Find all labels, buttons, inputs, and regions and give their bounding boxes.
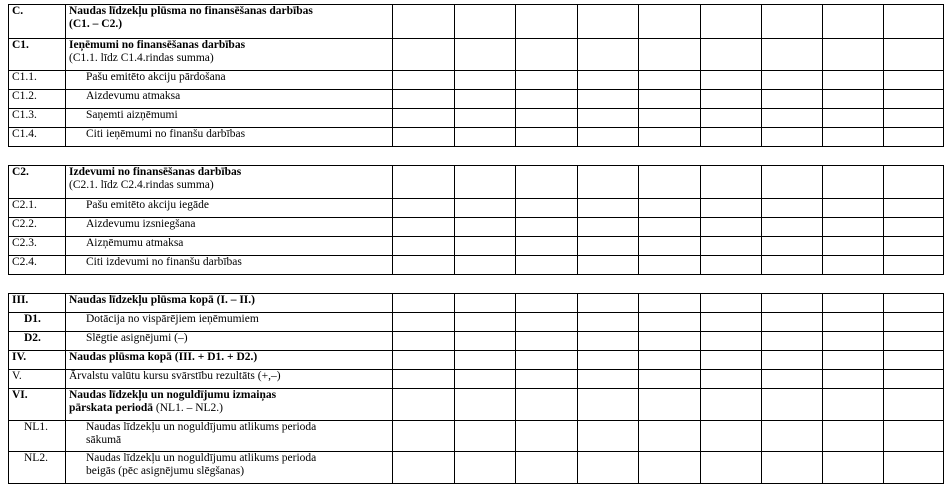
row-label-continuation [69,402,389,415]
value-cell [762,351,823,370]
value-cell [455,128,516,147]
row-label-continuation: beigās (pēc asignējumu slēgšanas) [86,465,245,477]
value-cell [701,199,762,218]
value-cell [516,166,578,199]
value-cell [516,370,578,389]
value-cell [516,109,578,128]
value-cell [701,313,762,332]
value-cell [823,332,884,351]
value-cell [884,199,944,218]
row-code: C2.4. [9,256,66,275]
value-cell [639,237,701,256]
value-cell [762,389,823,421]
value-cell [701,218,762,237]
value-cell [701,332,762,351]
row-label: Ieņēmumi no finansēšanas darbības [69,39,246,51]
value-cell [455,166,516,199]
table-row [9,351,944,370]
row-code: IV. [9,351,66,370]
value-cell [884,421,944,452]
value-cell [823,389,884,421]
row-code: C1.3. [9,109,66,128]
value-cell [701,421,762,452]
value-cell [639,199,701,218]
value-cell [578,256,639,275]
value-cell [762,370,823,389]
value-cell [455,332,516,351]
value-cell [516,389,578,421]
value-cell [823,5,884,39]
value-cell [823,237,884,256]
row-description [66,90,393,109]
financing-inflows-table [8,4,944,147]
row-label-bold-part: pārskata periodā [69,402,154,414]
value-cell [762,90,823,109]
value-cell [393,71,455,90]
value-cell [393,421,455,452]
value-cell [578,389,639,421]
row-description [66,109,393,128]
row-label: Aizdevumu izsniegšana [86,218,196,230]
value-cell [701,452,762,484]
value-cell [823,166,884,199]
row-label: Naudas līdzekļu plūsma no finansēšanas darbības [69,5,313,17]
value-cell [578,5,639,39]
row-label-continuation: (C1. – C2.) [69,18,123,30]
row-description [66,71,393,90]
value-cell [578,370,639,389]
value-cell [701,166,762,199]
value-cell [455,218,516,237]
value-cell [762,166,823,199]
value-cell [455,39,516,71]
row-code: VI. [9,389,66,421]
table-row [9,5,944,39]
value-cell [393,294,455,313]
value-cell [516,294,578,313]
row-description [66,421,393,452]
value-cell [762,5,823,39]
value-cell [884,90,944,109]
value-cell [578,351,639,370]
value-cell [823,351,884,370]
value-cell [393,389,455,421]
value-cell [884,109,944,128]
value-cell [639,39,701,71]
row-description [66,370,393,389]
table-row [9,256,944,275]
value-cell [884,71,944,90]
value-cell [701,71,762,90]
value-cell [578,237,639,256]
value-cell [762,452,823,484]
table-row [9,452,944,484]
value-cell [578,421,639,452]
table-row [9,389,944,421]
value-cell [516,39,578,71]
value-cell [455,90,516,109]
value-cell [884,389,944,421]
value-cell [884,237,944,256]
table-row [9,71,944,90]
value-cell [639,71,701,90]
row-description [66,237,393,256]
value-cell [516,351,578,370]
value-cell [516,237,578,256]
value-cell [516,5,578,39]
value-cell [455,452,516,484]
table-row [9,313,944,332]
value-cell [762,237,823,256]
value-cell [516,71,578,90]
value-cell [762,218,823,237]
value-cell [516,256,578,275]
row-description [66,128,393,147]
value-cell [393,332,455,351]
value-cell [639,218,701,237]
value-cell [762,39,823,71]
value-cell [823,109,884,128]
value-cell [393,370,455,389]
value-cell [639,370,701,389]
value-cell [762,256,823,275]
row-label: Naudas līdzekļu un noguldījumu atlikums perioda [86,421,317,433]
row-label: Naudas plūsma kopā (III. + D1. + D2.) [69,351,258,363]
value-cell [393,237,455,256]
row-code: C2.3. [9,237,66,256]
table-row [9,421,944,452]
row-label: Naudas līdzekļu un noguldījumu atlikums perioda [86,452,317,464]
value-cell [393,313,455,332]
row-label: Citi ieņēmumi no finanšu darbības [86,128,246,140]
value-cell [884,452,944,484]
row-label: Slēgtie asignējumi (–) [86,332,188,344]
row-label: Naudas līdzekļu un noguldījumu izmaiņas [69,389,277,401]
value-cell [884,218,944,237]
table-row [9,109,944,128]
value-cell [578,199,639,218]
row-label-continuation: (C2.1. līdz C2.4.rindas summa) [69,179,214,191]
row-description [66,166,393,199]
value-cell [455,199,516,218]
value-cell [639,294,701,313]
value-cell [884,332,944,351]
cash-flow-totals-table [8,293,944,484]
row-label-formula: (NL1. – NL2.) [153,402,223,414]
table-row [9,199,944,218]
value-cell [823,71,884,90]
value-cell [578,109,639,128]
table-body [9,5,944,147]
row-code: NL1. [9,421,66,452]
value-cell [516,313,578,332]
row-label: Pašu emitēto akciju pārdošana [86,71,226,83]
value-cell [701,237,762,256]
value-cell [639,166,701,199]
row-code: C1.1. [9,71,66,90]
table-row [9,39,944,71]
value-cell [823,128,884,147]
value-cell [516,128,578,147]
value-cell [393,128,455,147]
row-code: C1. [9,39,66,71]
value-cell [578,128,639,147]
value-cell [884,39,944,71]
value-cell [884,256,944,275]
value-cell [578,313,639,332]
row-label: Naudas līdzekļu plūsma kopā (I. – II.) [69,294,255,306]
row-description [66,218,393,237]
row-code: V. [9,370,66,389]
value-cell [823,313,884,332]
value-cell [884,313,944,332]
value-cell [762,332,823,351]
value-cell [639,351,701,370]
value-cell [455,294,516,313]
row-code: C2.1. [9,199,66,218]
value-cell [455,421,516,452]
value-cell [455,109,516,128]
value-cell [639,452,701,484]
value-cell [455,313,516,332]
value-cell [701,5,762,39]
table-row [9,294,944,313]
row-code: C1.4. [9,128,66,147]
value-cell [762,71,823,90]
value-cell [455,389,516,421]
row-description [66,5,393,39]
row-label: Citi izdevumi no finanšu darbības [86,256,242,268]
value-cell [823,370,884,389]
row-description [66,39,393,71]
value-cell [578,332,639,351]
value-cell [701,128,762,147]
value-cell [701,389,762,421]
value-cell [701,256,762,275]
value-cell [578,90,639,109]
row-code: C2.2. [9,218,66,237]
value-cell [455,237,516,256]
value-cell [393,109,455,128]
row-label: Saņemti aizņēmumi [86,109,178,121]
table-row [9,128,944,147]
row-description [66,256,393,275]
row-description [66,294,393,313]
value-cell [639,5,701,39]
row-code: C2. [9,166,66,199]
row-label: Pašu emitēto akciju iegāde [86,199,209,211]
value-cell [701,90,762,109]
row-description [66,332,393,351]
value-cell [823,294,884,313]
value-cell [762,313,823,332]
value-cell [701,351,762,370]
row-code: C1.2. [9,90,66,109]
row-label: Ārvalstu valūtu kursu svārstību rezultāts (+,–) [69,370,281,382]
value-cell [455,71,516,90]
value-cell [762,294,823,313]
financing-outflows-table [8,165,944,275]
value-cell [578,166,639,199]
value-cell [701,39,762,71]
value-cell [516,90,578,109]
value-cell [578,39,639,71]
row-code: D2. [9,332,66,351]
value-cell [701,109,762,128]
value-cell [455,5,516,39]
table-row [9,370,944,389]
value-cell [701,294,762,313]
value-cell [823,218,884,237]
row-description [66,351,393,370]
value-cell [884,5,944,39]
value-cell [639,313,701,332]
row-code: D1. [9,313,66,332]
row-label: Aizdevumu atmaksa [86,90,181,102]
row-label: Izdevumi no finansēšanas darbības [69,166,242,178]
value-cell [884,128,944,147]
table-row [9,166,944,199]
value-cell [823,421,884,452]
value-cell [393,199,455,218]
value-cell [393,256,455,275]
value-cell [639,256,701,275]
value-cell [516,332,578,351]
value-cell [884,370,944,389]
value-cell [762,421,823,452]
value-cell [639,128,701,147]
table-body [9,294,944,484]
value-cell [393,39,455,71]
row-label-continuation: (C1.1. līdz C1.4.rindas summa) [69,52,214,64]
value-cell [639,332,701,351]
value-cell [823,452,884,484]
row-label: Aizņēmumu atmaksa [86,237,184,249]
row-code: III. [9,294,66,313]
table-body [9,166,944,275]
value-cell [516,218,578,237]
value-cell [823,256,884,275]
value-cell [823,90,884,109]
value-cell [884,351,944,370]
value-cell [393,5,455,39]
value-cell [578,71,639,90]
row-description [66,199,393,218]
value-cell [762,109,823,128]
row-description [66,313,393,332]
row-description [66,389,393,421]
row-label-continuation: sākumā [86,434,122,446]
table-row [9,332,944,351]
value-cell [639,389,701,421]
value-cell [516,199,578,218]
value-cell [639,90,701,109]
value-cell [393,90,455,109]
value-cell [639,421,701,452]
value-cell [762,199,823,218]
value-cell [393,218,455,237]
value-cell [823,39,884,71]
value-cell [578,452,639,484]
value-cell [516,452,578,484]
value-cell [762,128,823,147]
value-cell [516,421,578,452]
table-row [9,237,944,256]
table-row [9,90,944,109]
row-code: NL2. [9,452,66,484]
value-cell [823,199,884,218]
value-cell [701,370,762,389]
value-cell [578,218,639,237]
value-cell [393,351,455,370]
value-cell [884,166,944,199]
value-cell [639,109,701,128]
row-code: C. [9,5,66,39]
value-cell [455,351,516,370]
value-cell [884,294,944,313]
row-label: Dotācija no vispārējiem ieņēmumiem [86,313,259,325]
value-cell [393,166,455,199]
row-description [66,452,393,484]
value-cell [455,256,516,275]
value-cell [578,294,639,313]
value-cell [393,452,455,484]
table-row [9,218,944,237]
value-cell [455,370,516,389]
